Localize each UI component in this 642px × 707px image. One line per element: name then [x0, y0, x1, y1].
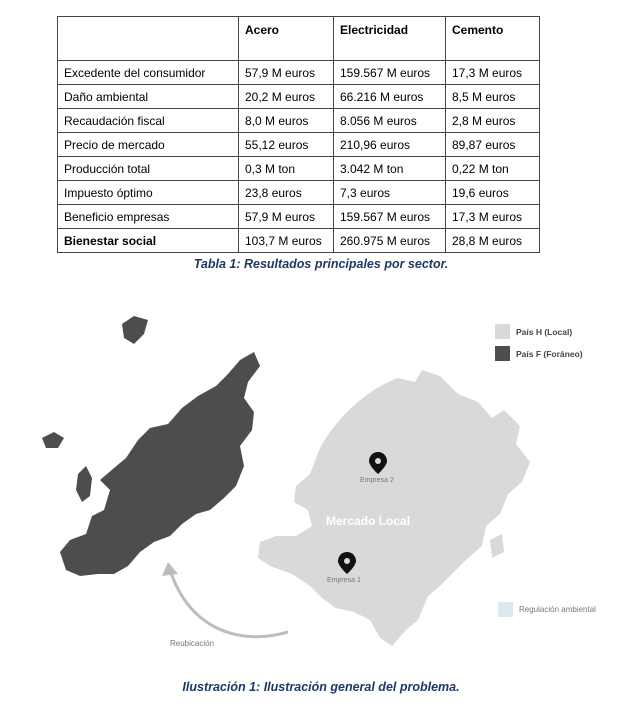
- foreign-island-archipelago: [122, 316, 148, 344]
- table-cell: 55,12 euros: [239, 133, 334, 157]
- table-cell: 57,9 M euros: [239, 61, 334, 85]
- legend-item-local: [495, 324, 572, 339]
- table-cell: 8.056 M euros: [334, 109, 446, 133]
- table-row: [58, 157, 540, 181]
- map-figure: [30, 290, 610, 675]
- row-label: Precio de mercado: [58, 133, 239, 157]
- market-label: Mercado Local: [326, 514, 411, 528]
- table-row: [58, 109, 540, 133]
- legend-swatch-foreign: [495, 346, 510, 361]
- legend-label-regulation: Regulación ambiental: [519, 605, 596, 614]
- table-row: [58, 205, 540, 229]
- legend-item-foreign: [495, 346, 583, 361]
- table-cell: 0,22 M ton: [446, 157, 540, 181]
- table-cell: 0,3 M ton: [239, 157, 334, 181]
- relocation-arrow: [170, 570, 288, 637]
- row-label: Producción total: [58, 157, 239, 181]
- header-cell-cemento: Cemento: [446, 17, 540, 61]
- table-cell: 89,87 euros: [446, 133, 540, 157]
- table-cell: 66.216 M euros: [334, 85, 446, 109]
- table-cell: 7,3 euros: [334, 181, 446, 205]
- table-cell: 260.975 M euros: [334, 229, 446, 253]
- header-cell-acero: Acero: [239, 17, 334, 61]
- table-cell: 8,5 M euros: [446, 85, 540, 109]
- table-cell: 23,8 euros: [239, 181, 334, 205]
- table-cell: 159.567 M euros: [334, 61, 446, 85]
- table-cell: 57,9 M euros: [239, 205, 334, 229]
- local-island-2: [490, 534, 504, 558]
- row-label: Excedente del consumidor: [58, 61, 239, 85]
- foreign-country-shape: [60, 352, 260, 576]
- table-cell: 3.042 M ton: [334, 157, 446, 181]
- table-cell: 20,2 M euros: [239, 85, 334, 109]
- header-cell-empty: [58, 17, 239, 61]
- foreign-island-britain: [76, 466, 92, 502]
- table-cell: 103,7 M euros: [239, 229, 334, 253]
- table-row: [58, 181, 540, 205]
- table-cell: 28,8 M euros: [446, 229, 540, 253]
- table-row: [58, 85, 540, 109]
- header-cell-electricidad: Electricidad: [334, 17, 446, 61]
- table-row: [58, 133, 540, 157]
- legend-label-foreign: País F (Foráneo): [516, 348, 583, 359]
- relocation-arrowhead: [162, 562, 178, 576]
- table-cell: 17,3 M euros: [446, 61, 540, 85]
- legend-swatch-regulation: [498, 602, 513, 617]
- legend-label-local: País H (Local): [516, 326, 573, 337]
- relocation-label: Reubicación: [170, 639, 215, 648]
- table-cell: 159.567 M euros: [334, 205, 446, 229]
- figure-caption: Ilustración 1: Ilustración general del problema.: [182, 680, 460, 694]
- pin-label-empresa-1: Empresa 1: [327, 577, 361, 584]
- row-label: Daño ambiental: [58, 85, 239, 109]
- table-row: [58, 61, 540, 85]
- table-cell: 210,96 euros: [334, 133, 446, 157]
- legend-swatch-local: [495, 324, 510, 339]
- table-header-row: [58, 17, 540, 61]
- table-cell: 8,0 M euros: [239, 109, 334, 133]
- table-cell: 2,8 M euros: [446, 109, 540, 133]
- foreign-island-iceland: [42, 432, 64, 448]
- table-caption: Tabla 1: Resultados principales por sector.: [193, 257, 449, 271]
- table-row-total: [58, 229, 540, 253]
- row-label: Beneficio empresas: [58, 205, 239, 229]
- legend-item-regulation: [498, 602, 596, 617]
- row-label: Impuesto óptimo: [58, 181, 239, 205]
- results-table: [57, 16, 540, 253]
- table-cell: 17,3 M euros: [446, 205, 540, 229]
- table-cell: 19,6 euros: [446, 181, 540, 205]
- local-country-shape: [258, 370, 530, 646]
- row-label: Bienestar social: [58, 229, 239, 253]
- pin-label-empresa-2: Empresa 2: [360, 477, 394, 484]
- row-label: Recaudación fiscal: [58, 109, 239, 133]
